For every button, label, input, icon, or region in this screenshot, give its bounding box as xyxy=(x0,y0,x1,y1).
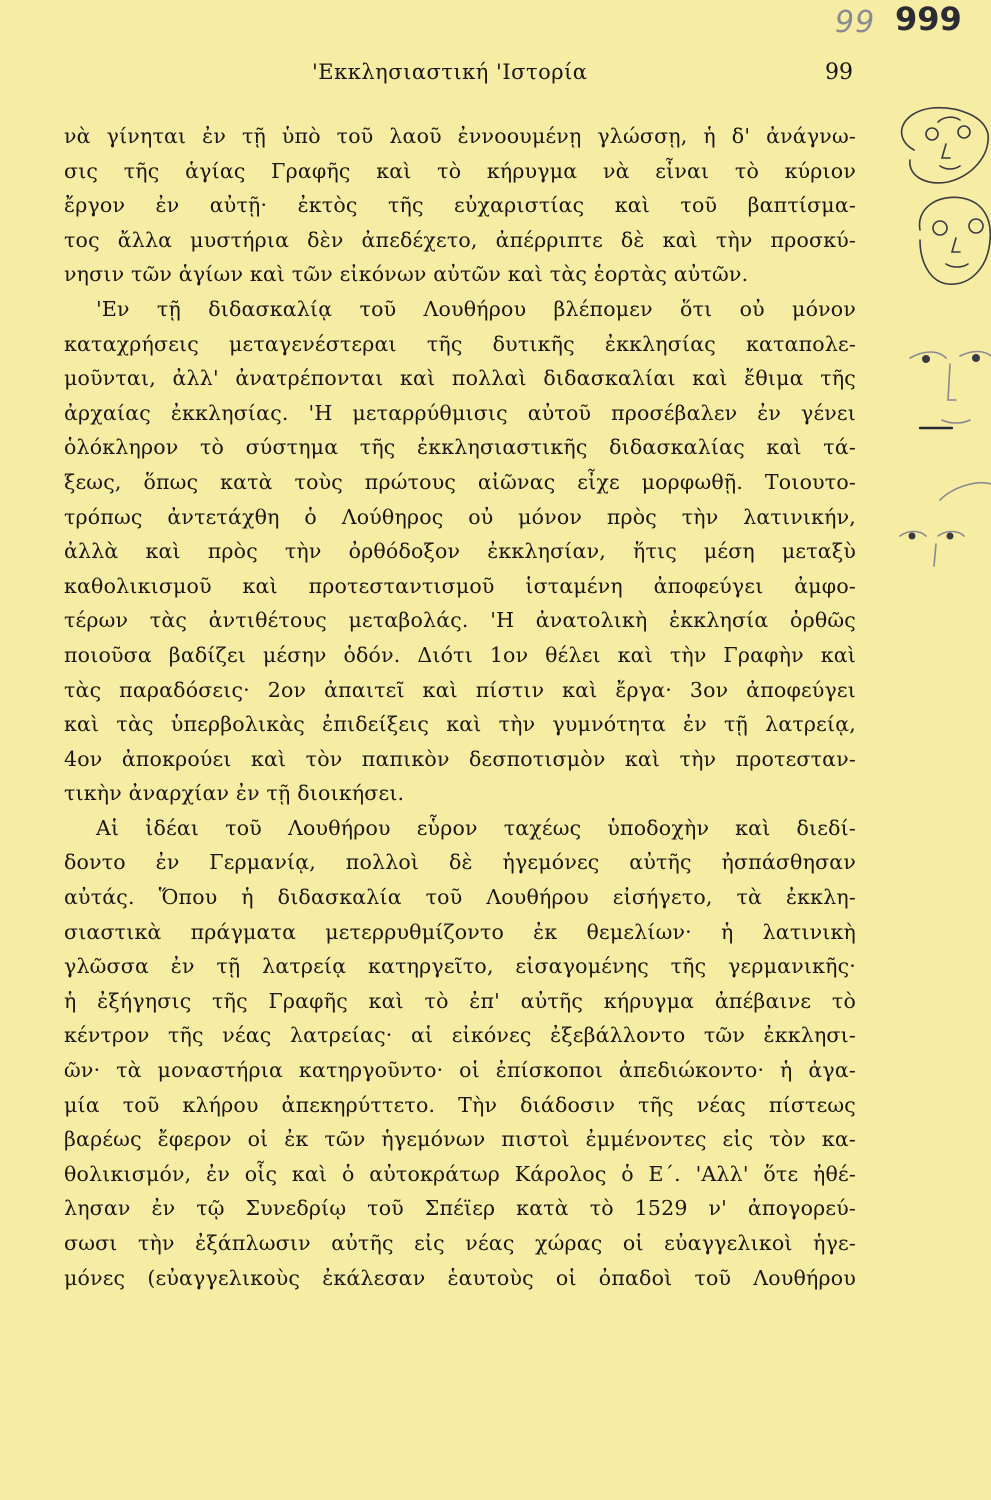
text-line: τος ἄλλα μυστήρια δὲν ἀπεδέχετο, ἀπέρριπτε δὲ καὶ τὴν προσκύ- xyxy=(64,227,856,252)
doodle-face-icon xyxy=(920,197,991,284)
text-line: ὁλόκληρον τὸ σύστημα τῆς ἐκκλησιαστικῆς διδασκαλίας καὶ τά- xyxy=(64,435,856,460)
text-line: ῶν· τὰ μοναστήρια κατηργοῦντο· οἱ ἐπίσκοποι ἀπεδιώκοντο· ἡ ἀγα- xyxy=(64,1058,856,1083)
body-text xyxy=(64,119,856,1295)
text-line: δοντο ἐν Γερμανίᾳ, πολλοὶ δὲ ἡγεμόνες αὐτῆς ἠσπάσθησαν xyxy=(64,850,856,875)
text-line: αὐτάς. Ὅπου ἡ διδασκαλία τοῦ Λουθήρου εἰσήγετο, τὰ ἐκκλη- xyxy=(64,885,856,910)
doodle-face-icon xyxy=(902,108,989,183)
text-line: σωσι τὴν ἐξάπλωσιν αὐτῆς εἰς νέας χώρας οἱ εὐαγγελικοὶ ἡγε- xyxy=(64,1231,856,1255)
text-line: κέντρον τῆς νέας λατρείας· αἱ εἰκόνες ἐξεβάλλοντο τῶν ἐκκλησι- xyxy=(64,1023,856,1048)
running-title: 'Εκκλησιαστική 'Ιστορία xyxy=(312,60,588,84)
text-line: τὰς παραδόσεις· 2ον ἀπαιτεῖ καὶ πίστιν καὶ ἔργα· 3ον ἀποφεύγει xyxy=(64,677,856,702)
text-line: καταχρήσεις μεταγενέστεραι τῆς δυτικῆς ἐκκλησίας καταπολε- xyxy=(64,331,856,356)
text-line: Αἱ ἰδέαι τοῦ Λουθήρου εὗρον ταχέως ὑποδοχὴν καὶ διεδί- xyxy=(96,815,856,840)
text-line: νὰ γίνηται ἐν τῇ ὑπὸ τοῦ λαοῦ ἐννοουμένῃ γλώσσῃ, ἡ δ' ἀνάγνω- xyxy=(64,124,856,148)
text-line: 'Εν τῇ διδασκαλίᾳ τοῦ Λουθήρου βλέπομεν ὅτι οὐ μόνον xyxy=(96,296,856,321)
text-line: ἡ ἐξήγησις τῆς Γραφῆς καὶ τὸ ἐπ' αὐτῆς κήρυγμα ἀπέβαινε τὸ xyxy=(64,988,856,1013)
text-line: νησιν τῶν ἁγίων καὶ τῶν εἰκόνων αὐτῶν καὶ τὰς ἑορτὰς αὐτῶν. xyxy=(64,262,749,287)
text-line: τέρων τὰς ἀντιθέτους μεταβολάς. 'Η ἀνατολικὴ ἐκκλησία ὀρθῶς xyxy=(64,608,856,633)
text-line: 4ον ἀποκρούει καὶ τὸν παπικὸν δεσποτισμὸν καὶ τὴν προτεσταν- xyxy=(64,746,856,771)
ink-annotation: 999 xyxy=(895,0,962,38)
text-line: μοῦνται, ἀλλ' ἀνατρέπονται καὶ πολλαὶ διδασκαλίαι καὶ ἔθιμα τῆς xyxy=(64,366,856,391)
text-line: γλῶσσα ἐν τῇ λατρείᾳ κατηργεῖτο, εἰσαγομένης τῆς γερμανικῆς· xyxy=(64,954,856,979)
text-line: μόνες (εὐαγγελικοὺς ἐκάλεσαν ἑαυτοὺς οἱ ὀπαδοὶ τοῦ Λουθήρου xyxy=(64,1265,856,1290)
text-line: καθολικισμοῦ καὶ προτεσταντισμοῦ ἱσταμένη ἀποφεύγει ἀμφο- xyxy=(64,573,856,598)
text-line: σιαστικὰ πράγματα μετερρυθμίζοντο ἐκ θεμελίων· ἡ λατινικὴ xyxy=(64,919,856,944)
text-line: ξεως, ὅπως κατὰ τοὺς πρώτους αἰῶνας εἶχε μορφωθῇ. Τοιουτο- xyxy=(64,469,856,494)
text-line: τρόπως ἀντετάχθη ὁ Λούθηρος οὐ μόνον πρὸς τὴν λατινικήν, xyxy=(64,504,856,529)
text-line: ἀλλὰ καὶ πρὸς τὴν ὀρθόδοξον ἐκκλησίαν, ἥτις μέση μεταξὺ xyxy=(64,539,856,564)
pencil-annotation: 99 xyxy=(835,5,876,40)
text-line: ποιοῦσα βαδίζει μέσην ὁδόν. Διότι 1ον θέλει καὶ τὴν Γραφὴν καὶ xyxy=(64,642,856,667)
text-line: θολικισμόν, ἐν οἷς καὶ ὁ αὐτοκράτωρ Κάρολος ὁ Ε΄. 'Αλλ' ὅτε ἠθέ- xyxy=(64,1161,856,1186)
text-line: σις τῆς ἁγίας Γραφῆς καὶ τὸ κήρυγμα νὰ εἶναι τὸ κύριον xyxy=(64,158,856,183)
text-line: τικὴν ἀναρχίαν ἐν τῇ διοικήσει. xyxy=(64,781,405,806)
page-header xyxy=(0,60,991,92)
text-line: ἀρχαίας ἐκκλησίας. 'Η μεταρρύθμισις αὐτοῦ προσέβαλεν ἐν γένει xyxy=(64,400,856,425)
text-line: λησαν ἐν τῷ Συνεδρίῳ τοῦ Σπέϊερ κατὰ τὸ 1529 ν' ἀπογορεύ- xyxy=(64,1196,856,1221)
text-line: βαρέως ἔφερον οἱ ἐκ τῶν ἡγεμόνων πιστοὶ ἐμμένοντες εἰς τὸν κα- xyxy=(64,1127,856,1152)
doodle-eyes-icon xyxy=(900,483,991,566)
text-line: ἔργον ἐν αὐτῇ· ἐκτὸς τῆς εὐχαριστίας καὶ τοῦ βαπτίσμα- xyxy=(64,193,856,218)
text-line: μία τοῦ κλήρου ἀπεκηρύττετο. Τὴν διάδοσιν τῆς νέας πίστεως xyxy=(64,1092,856,1117)
margin-doodles xyxy=(880,100,991,580)
text-line: καὶ τὰς ὑπερβολικὰς ἐπιδείξεις καὶ τὴν γυμνότητα ἐν τῇ λατρείᾳ, xyxy=(64,712,856,737)
doodle-eyes-icon xyxy=(910,352,991,429)
page-number: 99 xyxy=(825,60,853,85)
